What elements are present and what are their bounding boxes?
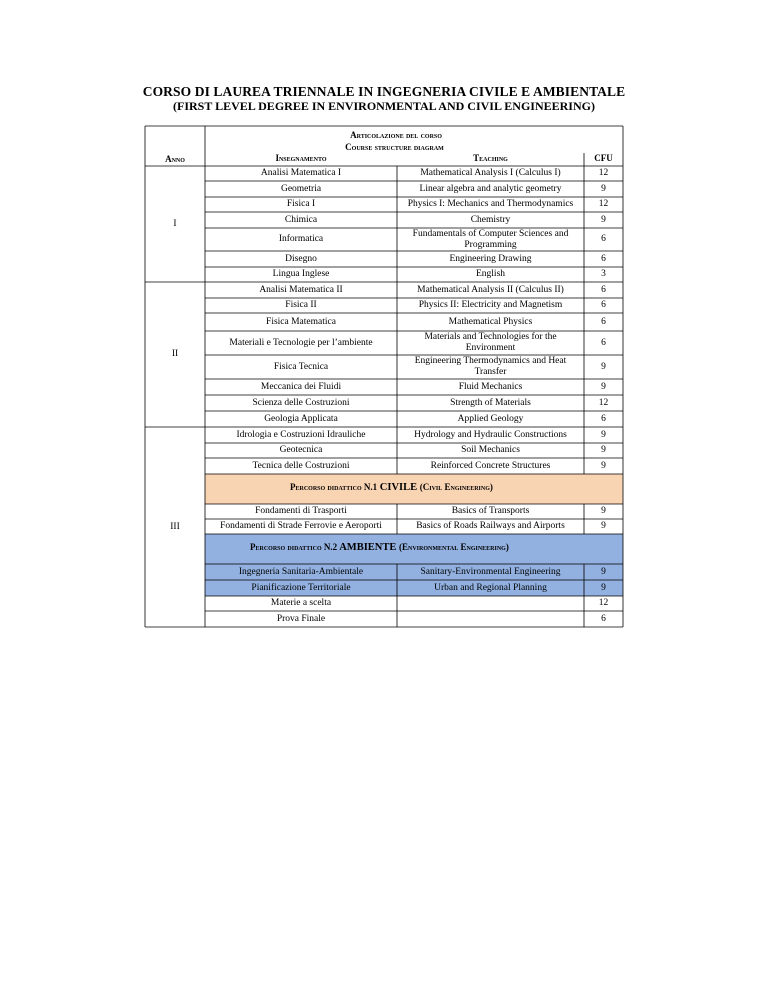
course-name-en: Reinforced Concrete Structures (430, 460, 551, 471)
course-name-it: Fisica I (286, 199, 316, 209)
course-name-it: Fisica Matematica (266, 316, 336, 327)
course-name-it: Analisi Matematica I (260, 168, 342, 178)
course-cfu: 9 (601, 445, 606, 455)
path-suffix: (Civil Engineering) (419, 482, 493, 492)
header-teaching: Teaching (473, 153, 508, 163)
course-name-en: Mathematical Analysis II (Calculus II) (417, 284, 564, 295)
page-subtitle: (FIRST LEVEL DEGREE IN ENVIRONMENTAL AND CIVIL ENGINEERING) (173, 99, 595, 113)
path-name: AMBIENTE (337, 542, 400, 553)
course-cfu: 6 (601, 413, 606, 424)
year-label: II (171, 349, 179, 359)
course-name-it: Materie a scelta (270, 598, 332, 608)
course-name-it: Pianificazione Territoriale (251, 582, 351, 593)
header-line1: Articolazione del corso (350, 130, 442, 140)
course-name-en: Basics of Transports (451, 506, 530, 516)
course-name-en: Physics II: Electricity and Magnetism (418, 300, 563, 310)
course-name-en: Fundamentals of Computer Sciences and Programming (412, 228, 569, 250)
course-name-it: Tecnica delle Costruzioni (252, 460, 350, 471)
course-name-it: Fondamenti di Trasporti (255, 506, 347, 516)
course-name-en: Applied Geology (457, 413, 524, 424)
course-cfu: 12 (598, 397, 609, 408)
course-name-en: Engineering Thermodynamics and Heat Transfer (414, 356, 567, 377)
course-name-it: Geologia Applicata (264, 413, 338, 424)
course-cfu: 9 (601, 582, 606, 593)
course-name-it: Analisi Matematica II (259, 284, 343, 295)
course-name-en: Linear algebra and analytic geometry (419, 183, 562, 194)
course-name-en: Physics I: Mechanics and Thermodynamics (407, 199, 574, 209)
course-name-it: Prova Finale (276, 613, 326, 624)
course-name-it: Ingegneria Sanitaria-Ambientale (238, 566, 364, 577)
course-cfu: 6 (601, 316, 606, 327)
course-cfu: 12 (598, 199, 609, 209)
course-cfu: 6 (601, 253, 606, 264)
course-cfu: 9 (601, 566, 606, 577)
path-civile-title (290, 482, 493, 493)
year-label: I (173, 218, 177, 229)
course-cfu: 6 (601, 337, 606, 348)
course-name-it: Chimica (284, 214, 318, 225)
year-label: III (170, 521, 180, 532)
course-cfu: 12 (598, 168, 609, 178)
course-cfu: 9 (601, 506, 606, 516)
course-name-en: Urban and Regional Planning (434, 582, 547, 593)
course-name-it: Fondamenti di Strade Ferrovie e Aeroporti (220, 521, 382, 531)
header-line2: Course structure diagram (345, 142, 444, 152)
header-anno: Anno (165, 154, 185, 164)
path-prefix: Percorso didattico N.1 (290, 482, 378, 492)
course-name-en: Hydrology and Hydraulic Constructions (414, 429, 567, 440)
course-cfu: 9 (601, 429, 606, 440)
course-name-it: Meccanica dei Fluidi (260, 381, 342, 392)
course-cfu: 9 (601, 361, 606, 372)
course-name-it: Informatica (278, 234, 324, 244)
course-name-it: Materiali e Tecnologie per l’ambiente (229, 337, 373, 348)
course-name-en: Strength of Materials (450, 397, 531, 408)
course-cfu: 3 (601, 269, 606, 279)
header-cfu: CFU (594, 153, 613, 163)
course-name-it: Geometria (280, 183, 322, 194)
course-cfu: 6 (601, 613, 606, 624)
course-name-en: English (475, 269, 506, 279)
course-name-en: Basics of Roads Railways and Airports (416, 521, 565, 531)
course-name-en: Materials and Technologies for the Environment (424, 332, 557, 353)
course-cfu: 6 (601, 234, 606, 244)
course-name-it: Fisica II (285, 300, 317, 310)
path-name: CIVILE (377, 482, 420, 493)
course-name-en: Soil Mechanics (461, 445, 520, 455)
course-cfu: 9 (601, 381, 606, 392)
path-suffix: (Environmental Engineering) (399, 542, 509, 552)
course-name-en: Chemistry (470, 214, 511, 225)
course-name-en: Fluid Mechanics (458, 381, 523, 392)
course-cfu: 9 (601, 214, 606, 225)
course-name-it: Disegno (285, 253, 317, 264)
course-name-en: Mathematical Analysis I (Calculus I) (420, 168, 561, 178)
course-name-it: Scienza delle Costruzioni (252, 397, 350, 408)
course-cfu: 9 (601, 183, 606, 194)
page-title: CORSO DI LAUREA TRIENNALE IN INGEGNERIA CIVILE E AMBIENTALE (142, 84, 626, 99)
course-cfu: 6 (601, 284, 606, 295)
course-name-it: Geotecnica (279, 445, 323, 455)
course-cfu: 6 (601, 300, 606, 310)
path-ambiente-title (250, 542, 509, 553)
course-name-it: Fisica Tecnica (273, 361, 329, 372)
course-name-it: Lingua Inglese (272, 269, 330, 279)
course-name-en: Mathematical Physics (448, 316, 533, 327)
path-prefix: Percorso didattico N.2 (250, 542, 338, 552)
course-name-en: Engineering Drawing (449, 253, 532, 264)
course-cfu: 9 (601, 521, 606, 531)
course-cfu: 9 (601, 460, 606, 471)
header-insegnamento: Insegnamento (275, 153, 327, 163)
course-cfu: 12 (598, 598, 609, 608)
course-name-en: Sanitary-Environmental Engineering (420, 566, 561, 577)
course-name-it: Idrologia e Costruzioni Idrauliche (236, 429, 366, 440)
